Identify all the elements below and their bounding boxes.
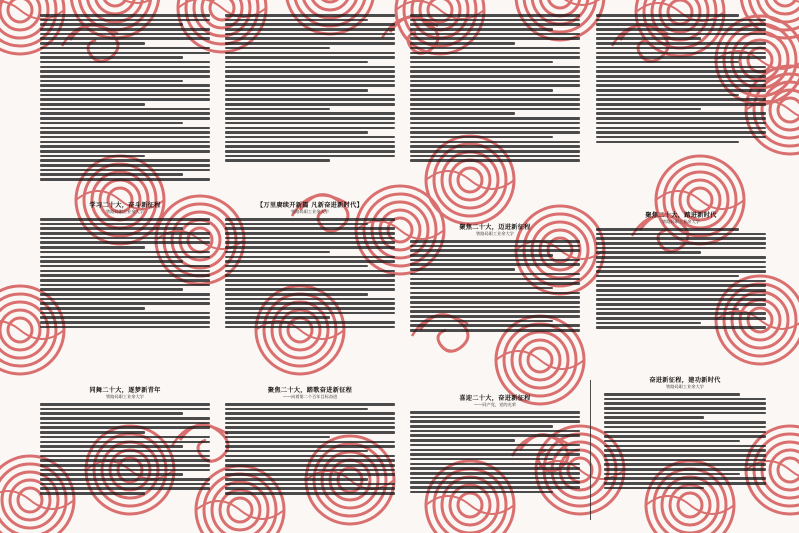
body-text [604, 393, 766, 491]
article-subtitle: 铁路局职工业余大学 [476, 231, 514, 236]
article-title: 聚焦二十大，迈进新征程 [459, 224, 531, 231]
body-text [410, 240, 580, 334]
article-7 [410, 393, 580, 525]
article-title: 喜迎二十大，奋进新征程 [459, 395, 531, 402]
article-title: 奋进新征程，建功新时代 [649, 377, 721, 384]
top-column-2 [225, 14, 395, 194]
article-3 [410, 222, 580, 348]
body-text [410, 14, 580, 164]
body-text [40, 403, 210, 497]
article-title: 聚焦二十大，踏进新时代 [645, 212, 717, 219]
column-divider [590, 380, 591, 520]
article-title: 同舞二十大，逐梦新青年 [89, 387, 161, 394]
body-text [225, 218, 395, 331]
article-subtitle: ——向着第二个百年目标奋进 [282, 394, 338, 399]
article-title: 【万里赓续开新篇 凡新奋进新时代】 [256, 202, 364, 209]
article-5 [40, 385, 210, 525]
article-6 [225, 385, 395, 525]
article-subtitle: 铁路局职工业余大学 [291, 209, 329, 214]
article-1 [40, 200, 210, 348]
article-8 [604, 375, 766, 525]
article-subtitle: 铁路局职工业余大学 [666, 384, 704, 389]
body-text [596, 228, 766, 331]
article-subtitle: 铁路局职工业余大学 [662, 219, 700, 224]
body-text [410, 411, 580, 495]
article-title: 学习二十大，奋斗新征程 [89, 202, 161, 209]
body-text [40, 218, 210, 331]
article-4 [596, 210, 766, 348]
top-column-3 [410, 14, 580, 194]
article-2 [225, 200, 395, 348]
body-text [225, 403, 395, 497]
body-text [40, 14, 210, 183]
body-text [225, 14, 395, 164]
top-column-4 [596, 14, 766, 194]
article-subtitle: ——同产党，党的光荣 [474, 402, 516, 407]
top-column-1 [40, 14, 210, 194]
article-title: 聚焦二十大，踏歌奋进新征程 [267, 387, 353, 394]
article-subtitle: 铁路局职工业余大学 [106, 394, 144, 399]
article-subtitle: 铁路局职工业余大学 [106, 209, 144, 214]
body-text [596, 14, 766, 145]
